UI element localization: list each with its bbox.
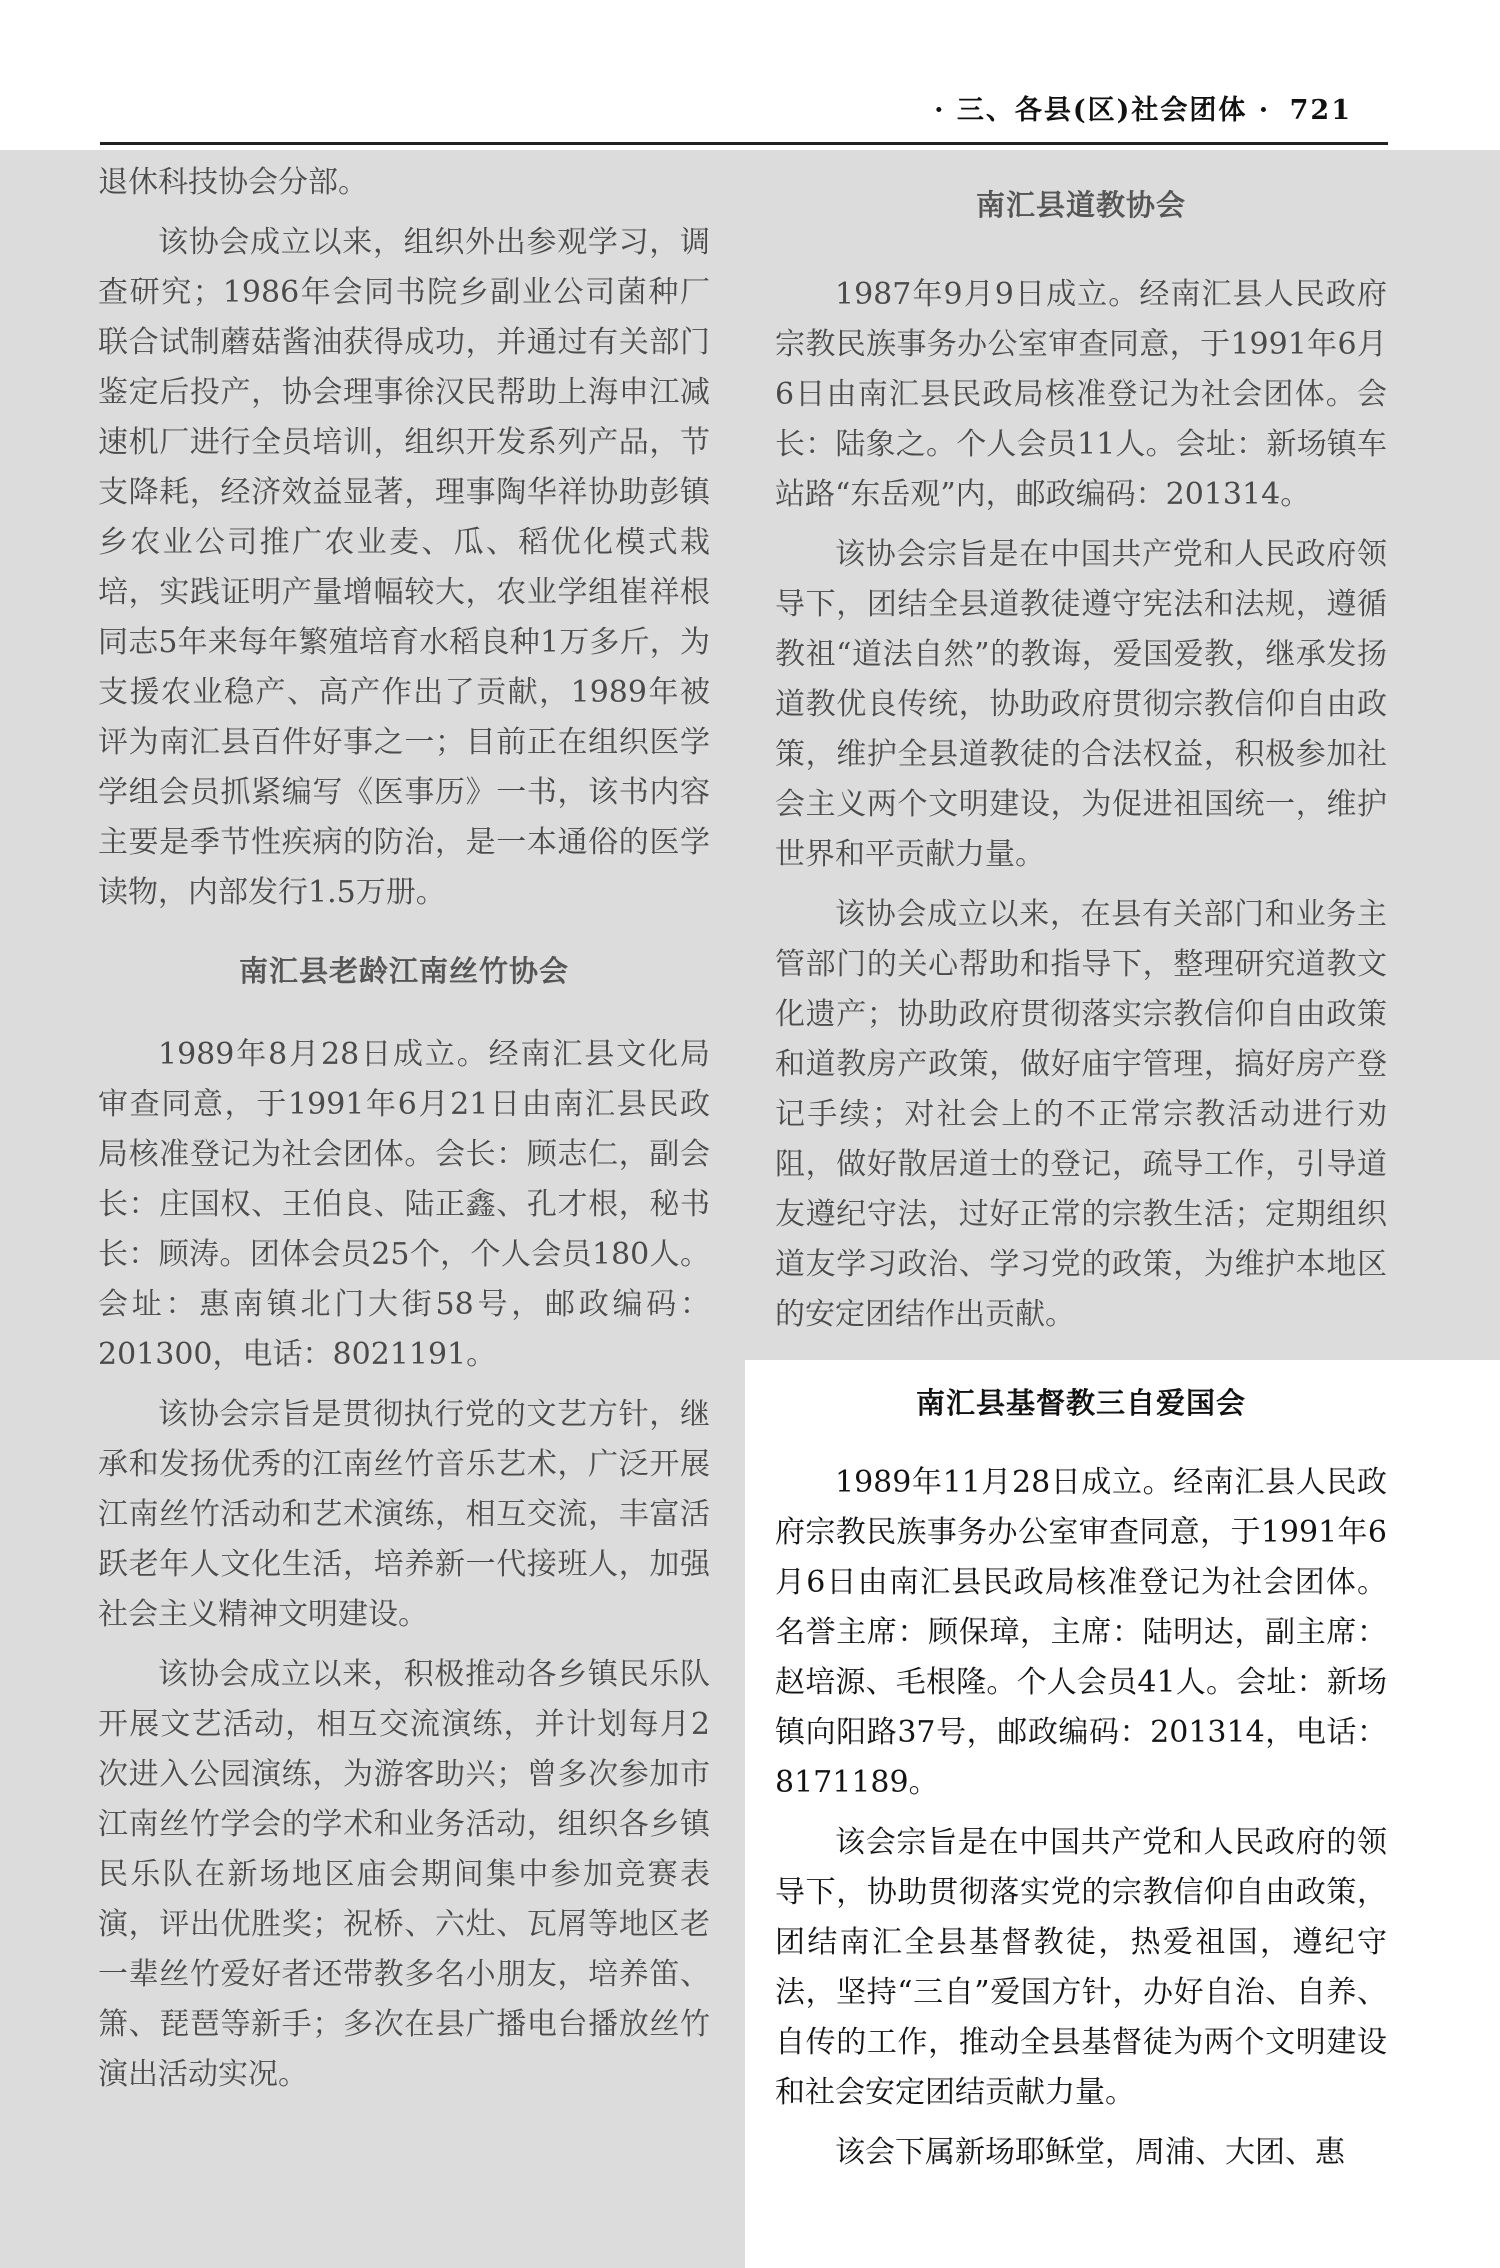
- paragraph: 该会宗旨是在中国共产党和人民政府的领导下，协助贯彻落实党的宗教信仰自由政策，团结南汇全县基督教徒，热爱祖国，遵纪守法，坚持“三自”爱国方针，办好自治、自养、自传的工作，推动全县基督徒为两个文明建设和社会安定团结贡献力量。: [775, 1825, 1387, 2110]
- running-header: [934, 88, 1352, 127]
- page-number: 721: [1289, 95, 1352, 126]
- section-heading: 南汇县老龄江南丝竹协会: [238, 954, 569, 988]
- paragraph: 该协会成立以来，组织外出参观学习，调查研究；1986年会同书院乡副业公司菌种厂联合试制蘑菇酱油获得成功，并通过有关部门鉴定后投产，协会理事徐汉民帮助上海申江减速机厂进行全员培训，组织开发系列产品，节支降耗，经济效益显著，理事陶华祥协助彭镇乡农业公司推广农业麦、瓜、稻优化模式栽培，实践证明产量增幅较大，农业学组崔祥根同志5年来每年繁殖培育水稻良种1万多斤，为支援农业稳产、高产作出了贡献，1989年被评为南汇县百件好事之一；目前正在组织医学学组会员抓紧编写《医事历》一书，该书内容主要是季节性疾病的防治，是一本通俗的医学读物，内部发行1.5万册。: [98, 225, 710, 910]
- header-rule: [100, 142, 1388, 145]
- paragraph: 1989年8月28日成立。经南汇县文化局审查同意，于1991年6月21日由南汇县民政局核准登记为社会团体。会长：顾志仁，副会长：庄国权、王伯良、陆正鑫、孔才根，秘书长：顾涛。团体会员25个，个人会员180人。会址：惠南镇北门大街58号，邮政编码：201300，电话：8021191。: [98, 1037, 710, 1372]
- right-column-top: [775, 180, 1387, 1350]
- paragraph: 1987年9月9日成立。经南汇县人民政府宗教民族事务办公室审查同意，于1991年6月6日由南汇县民政局核准登记为社会团体。会长：陆象之。个人会员11人。会址：新场镇车站路“东岳观”内，邮政编码：201314。: [775, 277, 1387, 512]
- left-column: [98, 158, 710, 2110]
- header-title: · 三、各县(区)社会团体 ·: [934, 95, 1271, 126]
- section-heading: 南汇县道教协会: [975, 188, 1186, 222]
- paragraph: 该协会成立以来，积极推动各乡镇民乐队开展文艺活动，相互交流演练，并计划每月2次进入公园演练，为游客助兴；曾多次参加市江南丝竹学会的学术和业务活动，组织各乡镇民乐队在新场地区庙会期间集中参加竞赛表演，评出优胜奖；祝桥、六灶、瓦屑等地区老一辈丝竹爱好者还带教多名小朋友，培养笛、箫、琵琶等新手；多次在县广播电台播放丝竹演出活动实况。: [98, 1657, 710, 2092]
- paragraph: 该协会宗旨是贯彻执行党的文艺方针，继承和发扬优秀的江南丝竹音乐艺术，广泛开展江南丝竹活动和艺术演练，相互交流，丰富活跃老年人文化生活，培养新一代接班人，加强社会主义精神文明建设。: [98, 1397, 710, 1632]
- paragraph: 1989年11月28日成立。经南汇县人民政府宗教民族事务办公室审查同意，于1991年6月6日由南汇县民政局核准登记为社会团体。名誉主席：顾保璋，主席：陆明达，副主席：赵培源、毛根隆。个人会员41人。会址：新场镇向阳路37号，邮政编码：201314，电话：8171189。: [775, 1465, 1387, 1800]
- intro-fragment: 退休科技协会分部。: [98, 165, 368, 200]
- paragraph: 该会下属新场耶稣堂，周浦、大团、惠: [835, 2135, 1345, 2170]
- paragraph: 该协会宗旨是在中国共产党和人民政府领导下，团结全县道教徒遵守宪法和法规，遵循教祖“道法自然”的教诲，爱国爱教，继承发扬道教优良传统，协助政府贯彻宗教信仰自由政策，维护全县道教徒的合法权益，积极参加社会主义两个文明建设，为促进祖国统一，维护世界和平贡献力量。: [775, 537, 1387, 872]
- paragraph: 该协会成立以来，在县有关部门和业务主管部门的关心帮助和指导下，整理研究道教文化遗产；协助政府贯彻落实宗教信仰自由政策和道教房产政策，做好庙宇管理，搞好房产登记手续；对社会上的不正常宗教活动进行劝阻，做好散居道士的登记，疏导工作，引导道友遵纪守法，过好正常的宗教生活；定期组织道友学习政治、学习党的政策，为维护本地区的安定团结作出贡献。: [775, 897, 1387, 1332]
- section-heading: 南汇县基督教三自爱国会: [915, 1386, 1246, 1420]
- right-column-bottom: [775, 1378, 1387, 2188]
